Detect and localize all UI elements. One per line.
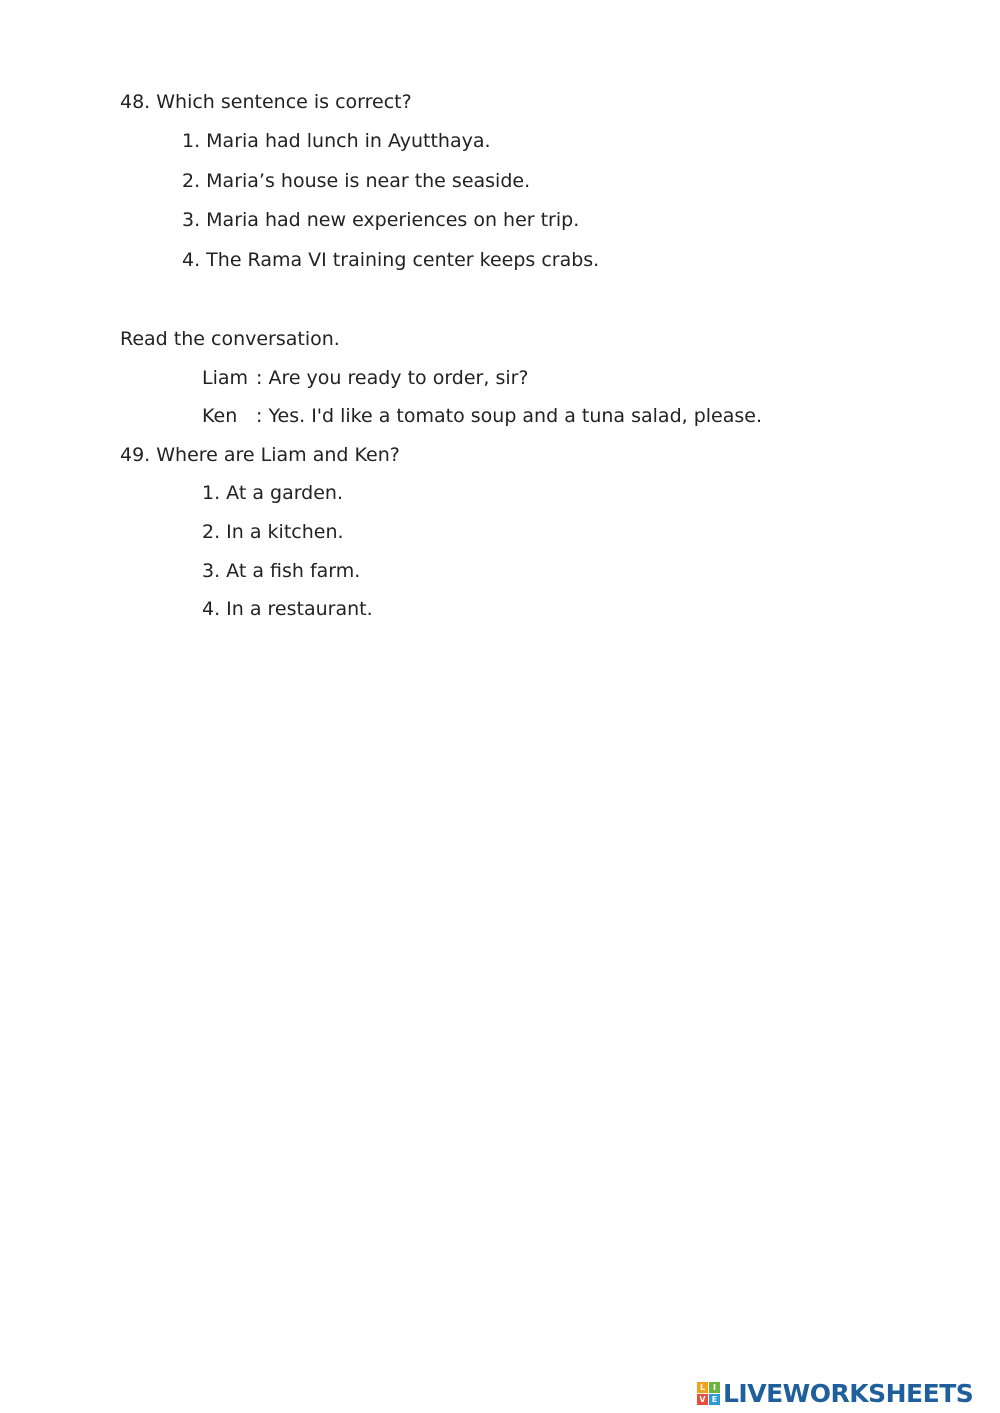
conversation-intro: Read the conversation. (120, 328, 340, 350)
q48-option-3[interactable]: 3. Maria had new experiences on her trip. (182, 209, 580, 231)
logo-mark-letter: E (709, 1394, 720, 1405)
logo-mark-letter: V (697, 1394, 708, 1405)
liveworksheets-logo[interactable] (697, 1378, 973, 1408)
speaker-name: Liam (202, 367, 249, 389)
q49-option-4[interactable]: 4. In a restaurant. (202, 598, 373, 620)
question-48: 48. Which sentence is correct? (120, 91, 412, 113)
q49-option-2[interactable]: 2. In a kitchen. (202, 521, 344, 543)
liveworksheets-mark-icon (697, 1382, 720, 1405)
q48-option-4[interactable]: 4. The Rama VI training center keeps crabs. (182, 249, 600, 271)
q48-option-2[interactable]: 2. Maria’s house is near the seaside. (182, 170, 531, 192)
q49-option-3[interactable]: 3. At a fish farm. (202, 560, 361, 582)
speaker-text: : Are you ready to order, sir? (256, 367, 529, 389)
question-49: 49. Where are Liam and Ken? (120, 444, 400, 466)
logo-mark-letter: L (697, 1382, 708, 1393)
conversation-line-liam (202, 366, 529, 390)
q48-option-1[interactable]: 1. Maria had lunch in Ayutthaya. (182, 130, 491, 152)
logo-wordmark: LIVEWORKSHEETS (723, 1378, 974, 1408)
speaker-text: : Yes. I'd like a tomato soup and a tuna salad, please. (256, 405, 763, 427)
q49-option-1[interactable]: 1. At a garden. (202, 482, 344, 504)
speaker-name: Ken (202, 405, 238, 427)
logo-mark-letter: I (709, 1382, 720, 1393)
conversation-line-ken (202, 404, 762, 428)
